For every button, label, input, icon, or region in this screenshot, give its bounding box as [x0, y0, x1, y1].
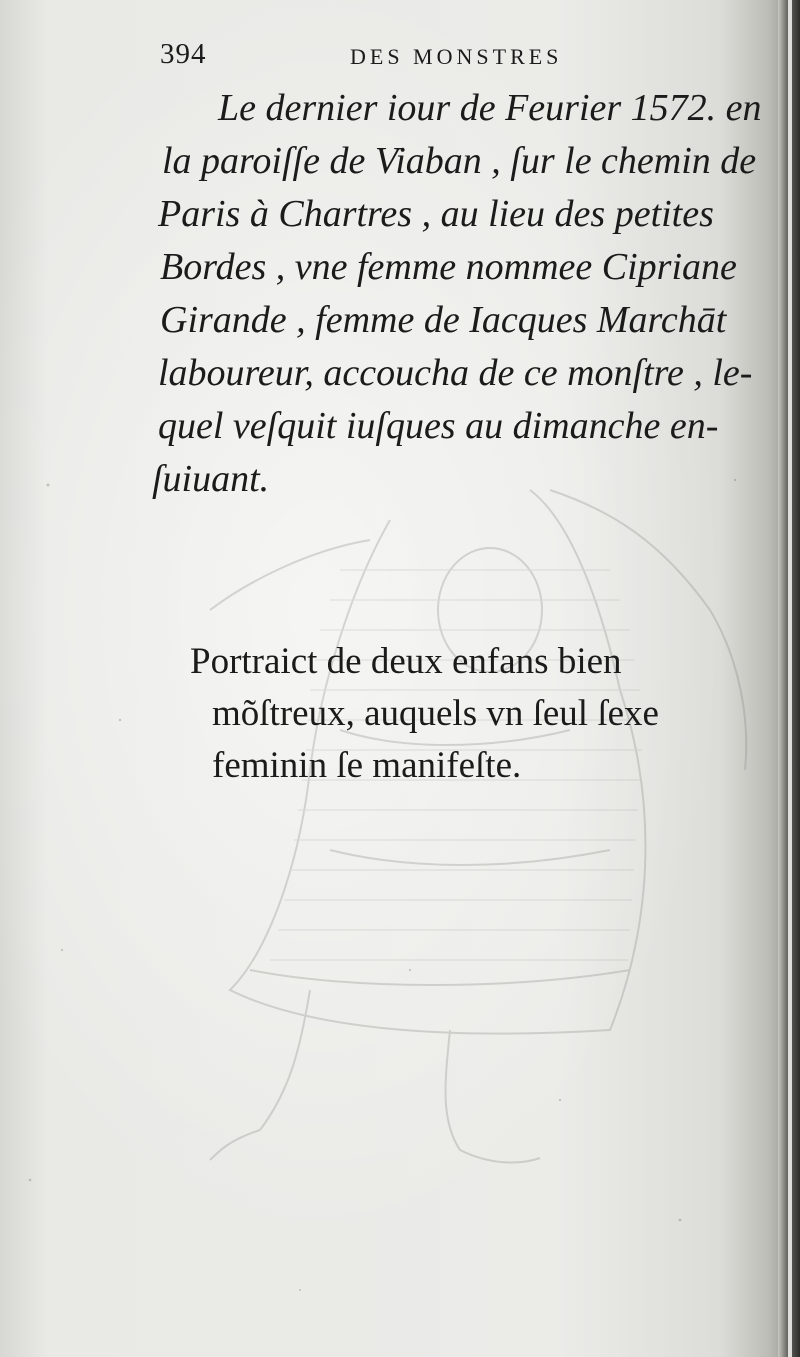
- illustration-caption: [190, 636, 760, 792]
- caption-line: feminin ſe manifeſte.: [212, 745, 522, 786]
- paragraph-line: la paroiſſe de Viaban , ſur le chemin de: [162, 140, 757, 182]
- paragraph-line: Bordes , vne femme nommee Cipriane: [160, 246, 737, 288]
- paragraph-line: Paris à Chartres , au lieu des petites: [158, 193, 714, 235]
- body-paragraph: [146, 82, 760, 506]
- paragraph-line: Le dernier iour de Feurier 1572. en: [218, 87, 762, 129]
- gutter-highlight: [788, 0, 792, 1357]
- caption-line: Portraict de deux enfans bien: [190, 641, 622, 682]
- paragraph-line: quel veſquit iuſques au dimanche en-: [158, 405, 719, 447]
- paragraph-line: Girande , femme de Iacques Marchāt: [160, 299, 727, 341]
- caption-line: mõſtreux, auquels vn ſeul ſexe: [212, 693, 659, 734]
- page-number: 394: [160, 38, 207, 70]
- paragraph-line: ſuiuant.: [152, 458, 270, 500]
- running-head: [160, 38, 630, 72]
- paragraph-line: laboureur, accoucha de ce monſtre , le-: [158, 352, 753, 394]
- running-title: DES MONSTRES: [350, 44, 563, 69]
